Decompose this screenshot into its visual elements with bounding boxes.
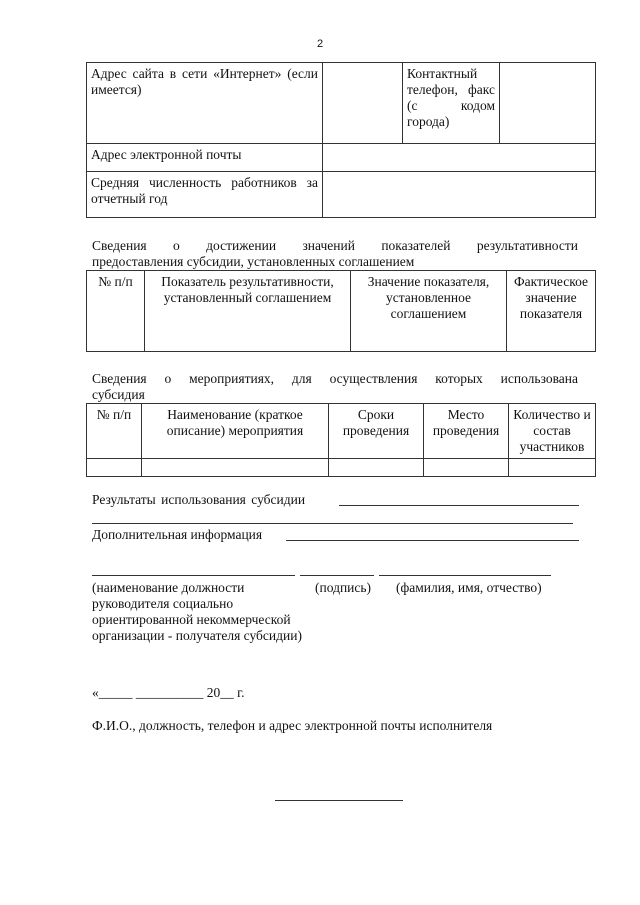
- executor-label: Ф.И.О., должность, телефон и адрес электронной почты исполнителя: [92, 718, 493, 733]
- indicators-table: [86, 270, 596, 352]
- website-value[interactable]: [323, 63, 403, 144]
- signature-line[interactable]: [300, 575, 374, 576]
- website-label: Адрес сайта в сети «Интернет» (если имеется): [87, 63, 323, 144]
- indicators-heading-line2: предоставления субсидии, установленных соглашением: [92, 254, 415, 269]
- events-cell[interactable]: [424, 459, 509, 477]
- indicators-col-planned: Значение показателя, установленное соглашением: [351, 271, 507, 352]
- name-caption: (фамилия, имя, отчество): [396, 580, 542, 595]
- events-heading-line2: субсидия: [92, 387, 145, 402]
- events-col-dates: Сроки проведения: [329, 404, 424, 459]
- events-heading-line1: Сведения о мероприятиях, для осуществления которых использована: [92, 371, 578, 386]
- indicators-heading-line1: Сведения о достижении значений показателей результативности: [92, 238, 578, 253]
- indicators-col-actual: Фактическое значение показателя: [507, 271, 596, 352]
- results-field[interactable]: [339, 505, 579, 506]
- indicators-col-indicator: Показатель результативности, установленный соглашением: [145, 271, 351, 352]
- indicators-col-number: № п/п: [87, 271, 145, 352]
- events-heading: [92, 371, 578, 403]
- events-col-number: № п/п: [87, 404, 142, 459]
- results-field-continuation[interactable]: [92, 523, 573, 524]
- email-value[interactable]: [323, 144, 596, 172]
- additional-label: Дополнительная информация: [92, 527, 263, 542]
- email-label: Адрес электронной почты: [87, 144, 323, 172]
- contacts-table: [86, 62, 596, 218]
- executor-field[interactable]: [275, 800, 403, 801]
- phone-label: Контактный телефон, факс (с кодом города): [403, 63, 500, 144]
- name-line[interactable]: [379, 575, 551, 576]
- page-number: 2: [316, 38, 324, 50]
- events-cell[interactable]: [329, 459, 424, 477]
- events-cell[interactable]: [87, 459, 142, 477]
- events-col-participants: Количество и состав участников: [509, 404, 596, 459]
- staff-value[interactable]: [323, 172, 596, 218]
- position-caption: (наименование должности руководителя социально ориентированной некоммерческой организации - получателя субсидии): [92, 580, 302, 643]
- signature-caption: (подпись): [315, 580, 372, 595]
- additional-field[interactable]: [286, 540, 579, 541]
- date-line: «_____ __________ 20__ г.: [92, 685, 245, 700]
- results-label: Результаты использования субсидии: [92, 492, 306, 507]
- indicators-heading: [92, 238, 578, 270]
- events-cell[interactable]: [142, 459, 329, 477]
- events-cell[interactable]: [509, 459, 596, 477]
- events-col-name: Наименование (краткое описание) мероприятия: [142, 404, 329, 459]
- events-table: [86, 403, 596, 477]
- staff-label: Средняя численность работников за отчетный год: [87, 172, 323, 218]
- phone-value[interactable]: [500, 63, 596, 144]
- position-line[interactable]: [92, 575, 295, 576]
- events-col-place: Место проведения: [424, 404, 509, 459]
